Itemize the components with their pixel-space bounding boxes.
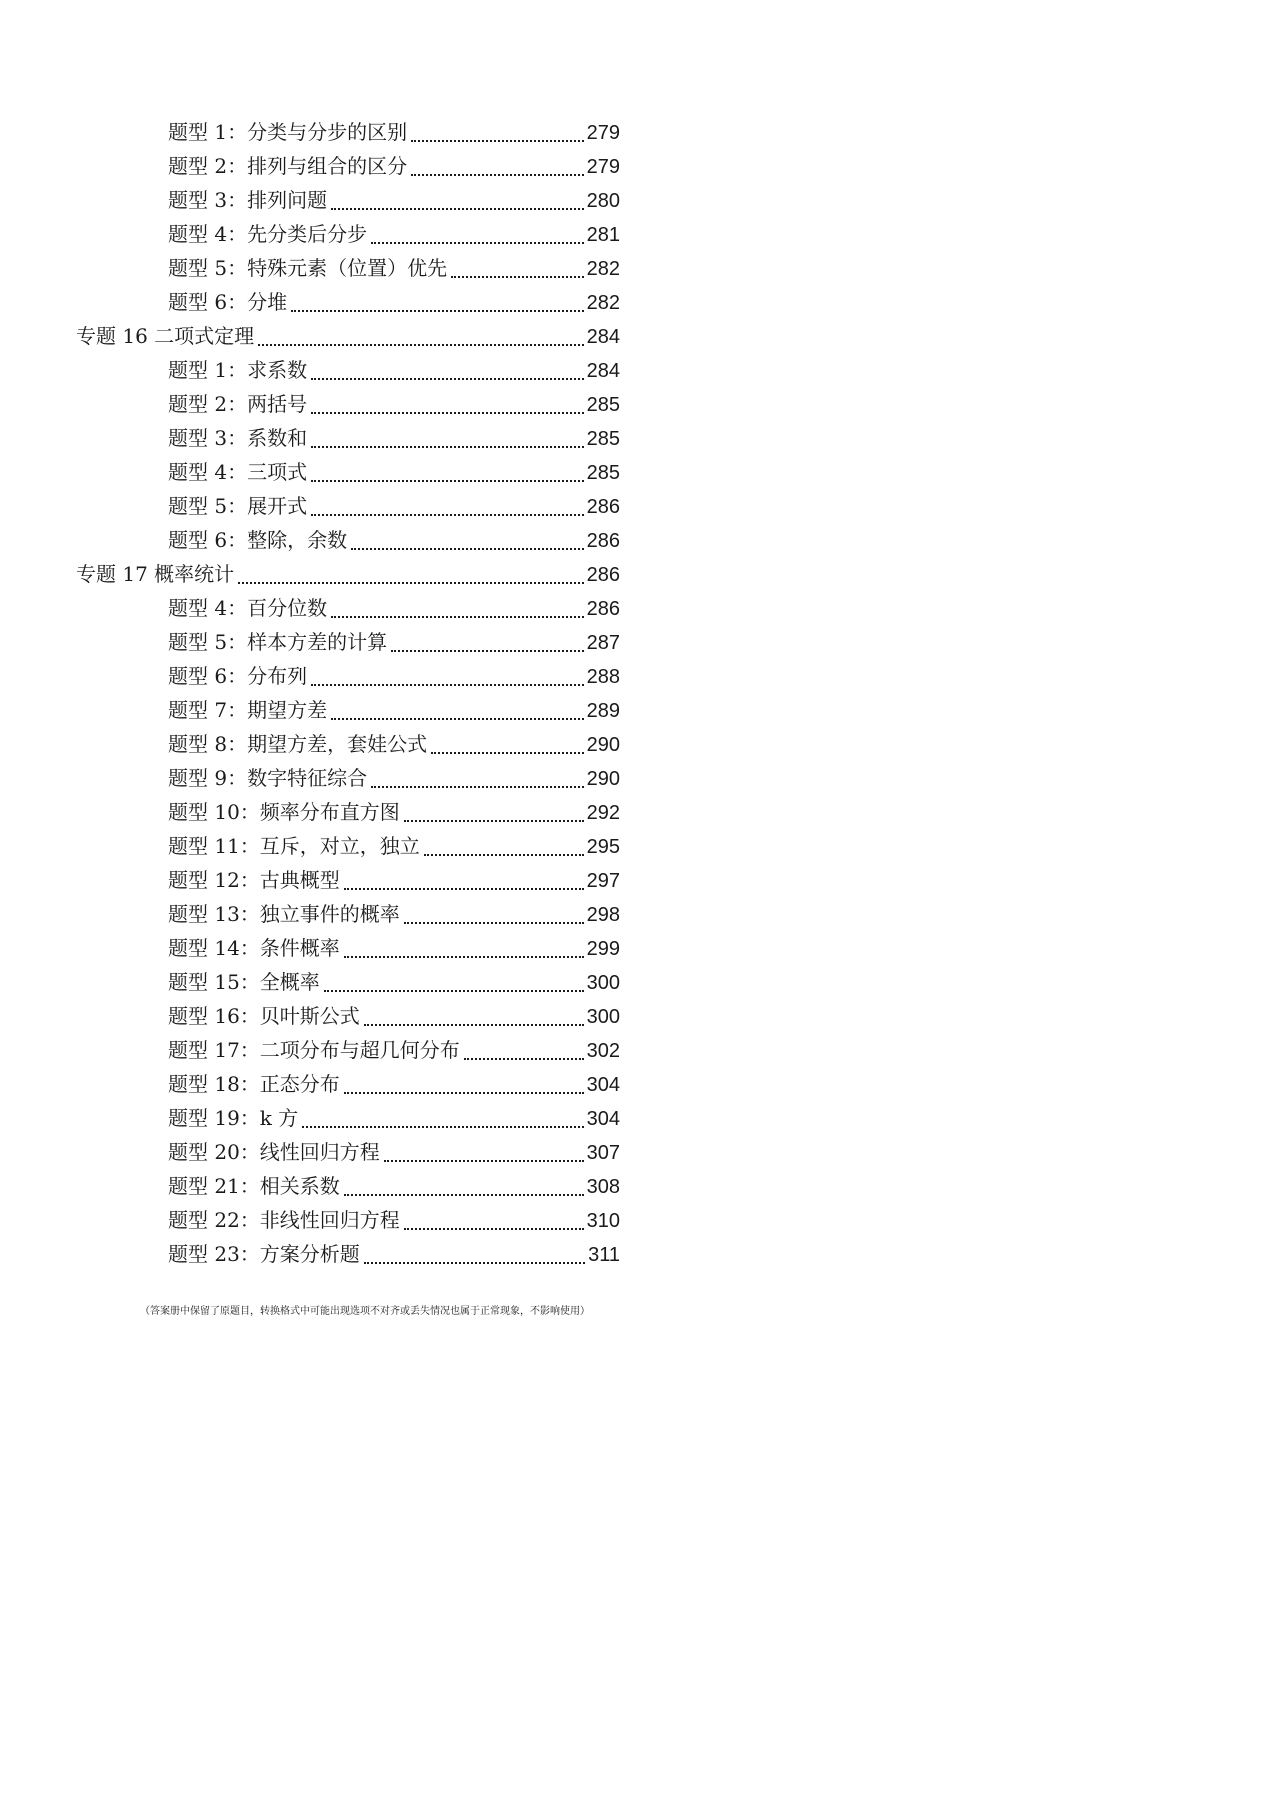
toc-section-entry[interactable] — [76, 693, 620, 727]
dot-leader — [464, 1058, 584, 1060]
toc-entry-title: 题型 4：三项式 — [168, 460, 308, 484]
toc-entry-title: 题型 11：互斥，对立，独立 — [168, 834, 420, 858]
dot-leader — [391, 650, 584, 652]
dot-leader — [404, 1228, 584, 1230]
toc-chapter-entry[interactable] — [76, 557, 620, 591]
toc-page-number: 310 — [586, 1210, 620, 1232]
dot-leader — [364, 1262, 585, 1264]
dot-leader — [411, 140, 584, 142]
toc-entry-title: 题型 8：期望方差，套娃公式 — [168, 732, 428, 756]
toc-page-number: 311 — [588, 1244, 620, 1266]
dot-leader — [331, 718, 584, 720]
toc-section-entry[interactable] — [76, 387, 620, 421]
toc-page-number: 302 — [586, 1040, 620, 1062]
toc-section-entry[interactable] — [76, 149, 620, 183]
dot-leader — [411, 174, 584, 176]
toc-entry-title: 题型 5：特殊元素（位置）优先 — [168, 256, 448, 280]
toc-entry-title: 题型 5：样本方差的计算 — [168, 630, 388, 654]
toc-section-entry[interactable] — [76, 1135, 620, 1169]
toc-section-entry[interactable] — [76, 1203, 620, 1237]
toc-page-number: 297 — [586, 870, 620, 892]
toc-page-number: 290 — [586, 734, 620, 756]
toc-page-number: 286 — [586, 496, 620, 518]
toc-section-entry[interactable] — [76, 591, 620, 625]
dot-leader — [311, 514, 584, 516]
dot-leader — [311, 684, 584, 686]
toc-section-entry[interactable] — [76, 421, 620, 455]
toc-entry-title: 题型 9：数字特征综合 — [168, 766, 368, 790]
toc-page-number: 298 — [586, 904, 620, 926]
toc-page-number: 280 — [586, 190, 620, 212]
toc-section-entry[interactable] — [76, 999, 620, 1033]
toc-entry-title: 专题 16 二项式定理 — [76, 324, 255, 348]
toc-page-number: 285 — [586, 462, 620, 484]
toc-section-entry[interactable] — [76, 285, 620, 319]
toc-entry-title: 题型 14：条件概率 — [168, 936, 340, 960]
toc-page-number: 284 — [586, 360, 620, 382]
toc-page-number: 279 — [586, 156, 620, 178]
dot-leader — [451, 276, 584, 278]
toc-page-number: 304 — [586, 1074, 620, 1096]
toc-page-number: 290 — [586, 768, 620, 790]
dot-leader — [344, 956, 584, 958]
dot-leader — [371, 242, 584, 244]
toc-page-number: 284 — [586, 326, 620, 348]
toc-section-entry[interactable] — [76, 761, 620, 795]
toc-entry-title: 题型 13：独立事件的概率 — [168, 902, 400, 926]
dot-leader — [331, 616, 584, 618]
dot-leader — [364, 1024, 584, 1026]
toc-page-number: 287 — [586, 632, 620, 654]
toc-section-entry[interactable] — [76, 931, 620, 965]
dot-leader — [344, 888, 584, 890]
table-of-contents — [76, 115, 620, 1271]
toc-section-entry[interactable] — [76, 115, 620, 149]
dot-leader — [344, 1194, 584, 1196]
toc-section-entry[interactable] — [76, 1169, 620, 1203]
toc-entry-title: 题型 1：求系数 — [168, 358, 308, 382]
toc-entry-title: 题型 15：全概率 — [168, 970, 320, 994]
dot-leader — [311, 378, 584, 380]
dot-leader — [238, 582, 583, 584]
toc-entry-title: 题型 5：展开式 — [168, 494, 308, 518]
toc-section-entry[interactable] — [76, 727, 620, 761]
toc-section-entry[interactable] — [76, 1033, 620, 1067]
dot-leader — [258, 344, 583, 346]
toc-page-number: 286 — [586, 564, 620, 586]
toc-page-number: 282 — [586, 292, 620, 314]
dot-leader — [371, 786, 584, 788]
toc-entry-title: 专题 17 概率统计 — [76, 562, 235, 586]
toc-page-number: 285 — [586, 428, 620, 450]
toc-page-number: 288 — [586, 666, 620, 688]
toc-chapter-entry[interactable] — [76, 319, 620, 353]
toc-entry-title: 题型 6：整除，余数 — [168, 528, 348, 552]
dot-leader — [404, 922, 584, 924]
footnote: （答案册中保留了原题目，转换格式中可能出现选项不对齐或丢失情况也属于正常现象，不影响使用） — [140, 1306, 590, 1317]
dot-leader — [311, 480, 584, 482]
toc-entry-title: 题型 22：非线性回归方程 — [168, 1208, 400, 1232]
toc-page-number: 300 — [586, 1006, 620, 1028]
dot-leader — [384, 1160, 584, 1162]
toc-entry-title: 题型 20：线性回归方程 — [168, 1140, 380, 1164]
toc-section-entry[interactable] — [76, 1237, 620, 1271]
toc-page-number: 286 — [586, 598, 620, 620]
dot-leader — [324, 990, 584, 992]
toc-section-entry[interactable] — [76, 217, 620, 251]
toc-entry-title: 题型 2：两括号 — [168, 392, 308, 416]
toc-section-entry[interactable] — [76, 965, 620, 999]
dot-leader — [291, 310, 584, 312]
toc-page-number: 308 — [586, 1176, 620, 1198]
toc-section-entry[interactable] — [76, 353, 620, 387]
dot-leader — [351, 548, 584, 550]
toc-entry-title: 题型 10：频率分布直方图 — [168, 800, 400, 824]
toc-page-number: 286 — [586, 530, 620, 552]
toc-entry-title: 题型 23：方案分析题 — [168, 1242, 360, 1266]
toc-section-entry[interactable] — [76, 863, 620, 897]
toc-page-number: 285 — [586, 394, 620, 416]
toc-page-number: 300 — [586, 972, 620, 994]
toc-section-entry[interactable] — [76, 829, 620, 863]
dot-leader — [424, 854, 584, 856]
toc-entry-title: 题型 6：分堆 — [168, 290, 288, 314]
dot-leader — [331, 208, 584, 210]
toc-page-number: 281 — [586, 224, 620, 246]
toc-entry-title: 题型 17：二项分布与超几何分布 — [168, 1038, 460, 1062]
toc-entry-title: 题型 19：k 方 — [168, 1106, 299, 1130]
dot-leader — [311, 412, 584, 414]
toc-section-entry[interactable] — [76, 1067, 620, 1101]
toc-page-number: 282 — [586, 258, 620, 280]
toc-entry-title: 题型 18：正态分布 — [168, 1072, 340, 1096]
toc-page-number: 292 — [586, 802, 620, 824]
toc-entry-title: 题型 7：期望方差 — [168, 698, 328, 722]
toc-entry-title: 题型 21：相关系数 — [168, 1174, 340, 1198]
toc-entry-title: 题型 12：古典概型 — [168, 868, 340, 892]
toc-entry-title: 题型 4：先分类后分步 — [168, 222, 368, 246]
toc-section-entry[interactable] — [76, 795, 620, 829]
toc-entry-title: 题型 1：分类与分步的区别 — [168, 120, 408, 144]
toc-section-entry[interactable] — [76, 1101, 620, 1135]
toc-section-entry[interactable] — [76, 625, 620, 659]
toc-page-number: 304 — [586, 1108, 620, 1130]
toc-section-entry[interactable] — [76, 489, 620, 523]
toc-section-entry[interactable] — [76, 523, 620, 557]
toc-page-number: 307 — [586, 1142, 620, 1164]
dot-leader — [404, 820, 584, 822]
toc-entry-title: 题型 2：排列与组合的区分 — [168, 154, 408, 178]
toc-page-number: 289 — [586, 700, 620, 722]
toc-section-entry[interactable] — [76, 455, 620, 489]
toc-entry-title: 题型 3：排列问题 — [168, 188, 328, 212]
toc-entry-title: 题型 16：贝叶斯公式 — [168, 1004, 360, 1028]
toc-page-number: 279 — [586, 122, 620, 144]
toc-page-number: 295 — [586, 836, 620, 858]
toc-section-entry[interactable] — [76, 183, 620, 217]
toc-entry-title: 题型 6：分布列 — [168, 664, 308, 688]
toc-entry-title: 题型 3：系数和 — [168, 426, 308, 450]
dot-leader — [311, 446, 584, 448]
toc-section-entry[interactable] — [76, 897, 620, 931]
dot-leader — [302, 1126, 583, 1128]
toc-page-number: 299 — [586, 938, 620, 960]
toc-entry-title: 题型 4：百分位数 — [168, 596, 328, 620]
dot-leader — [344, 1092, 584, 1094]
dot-leader — [431, 752, 584, 754]
toc-section-entry[interactable] — [76, 659, 620, 693]
toc-section-entry[interactable] — [76, 251, 620, 285]
